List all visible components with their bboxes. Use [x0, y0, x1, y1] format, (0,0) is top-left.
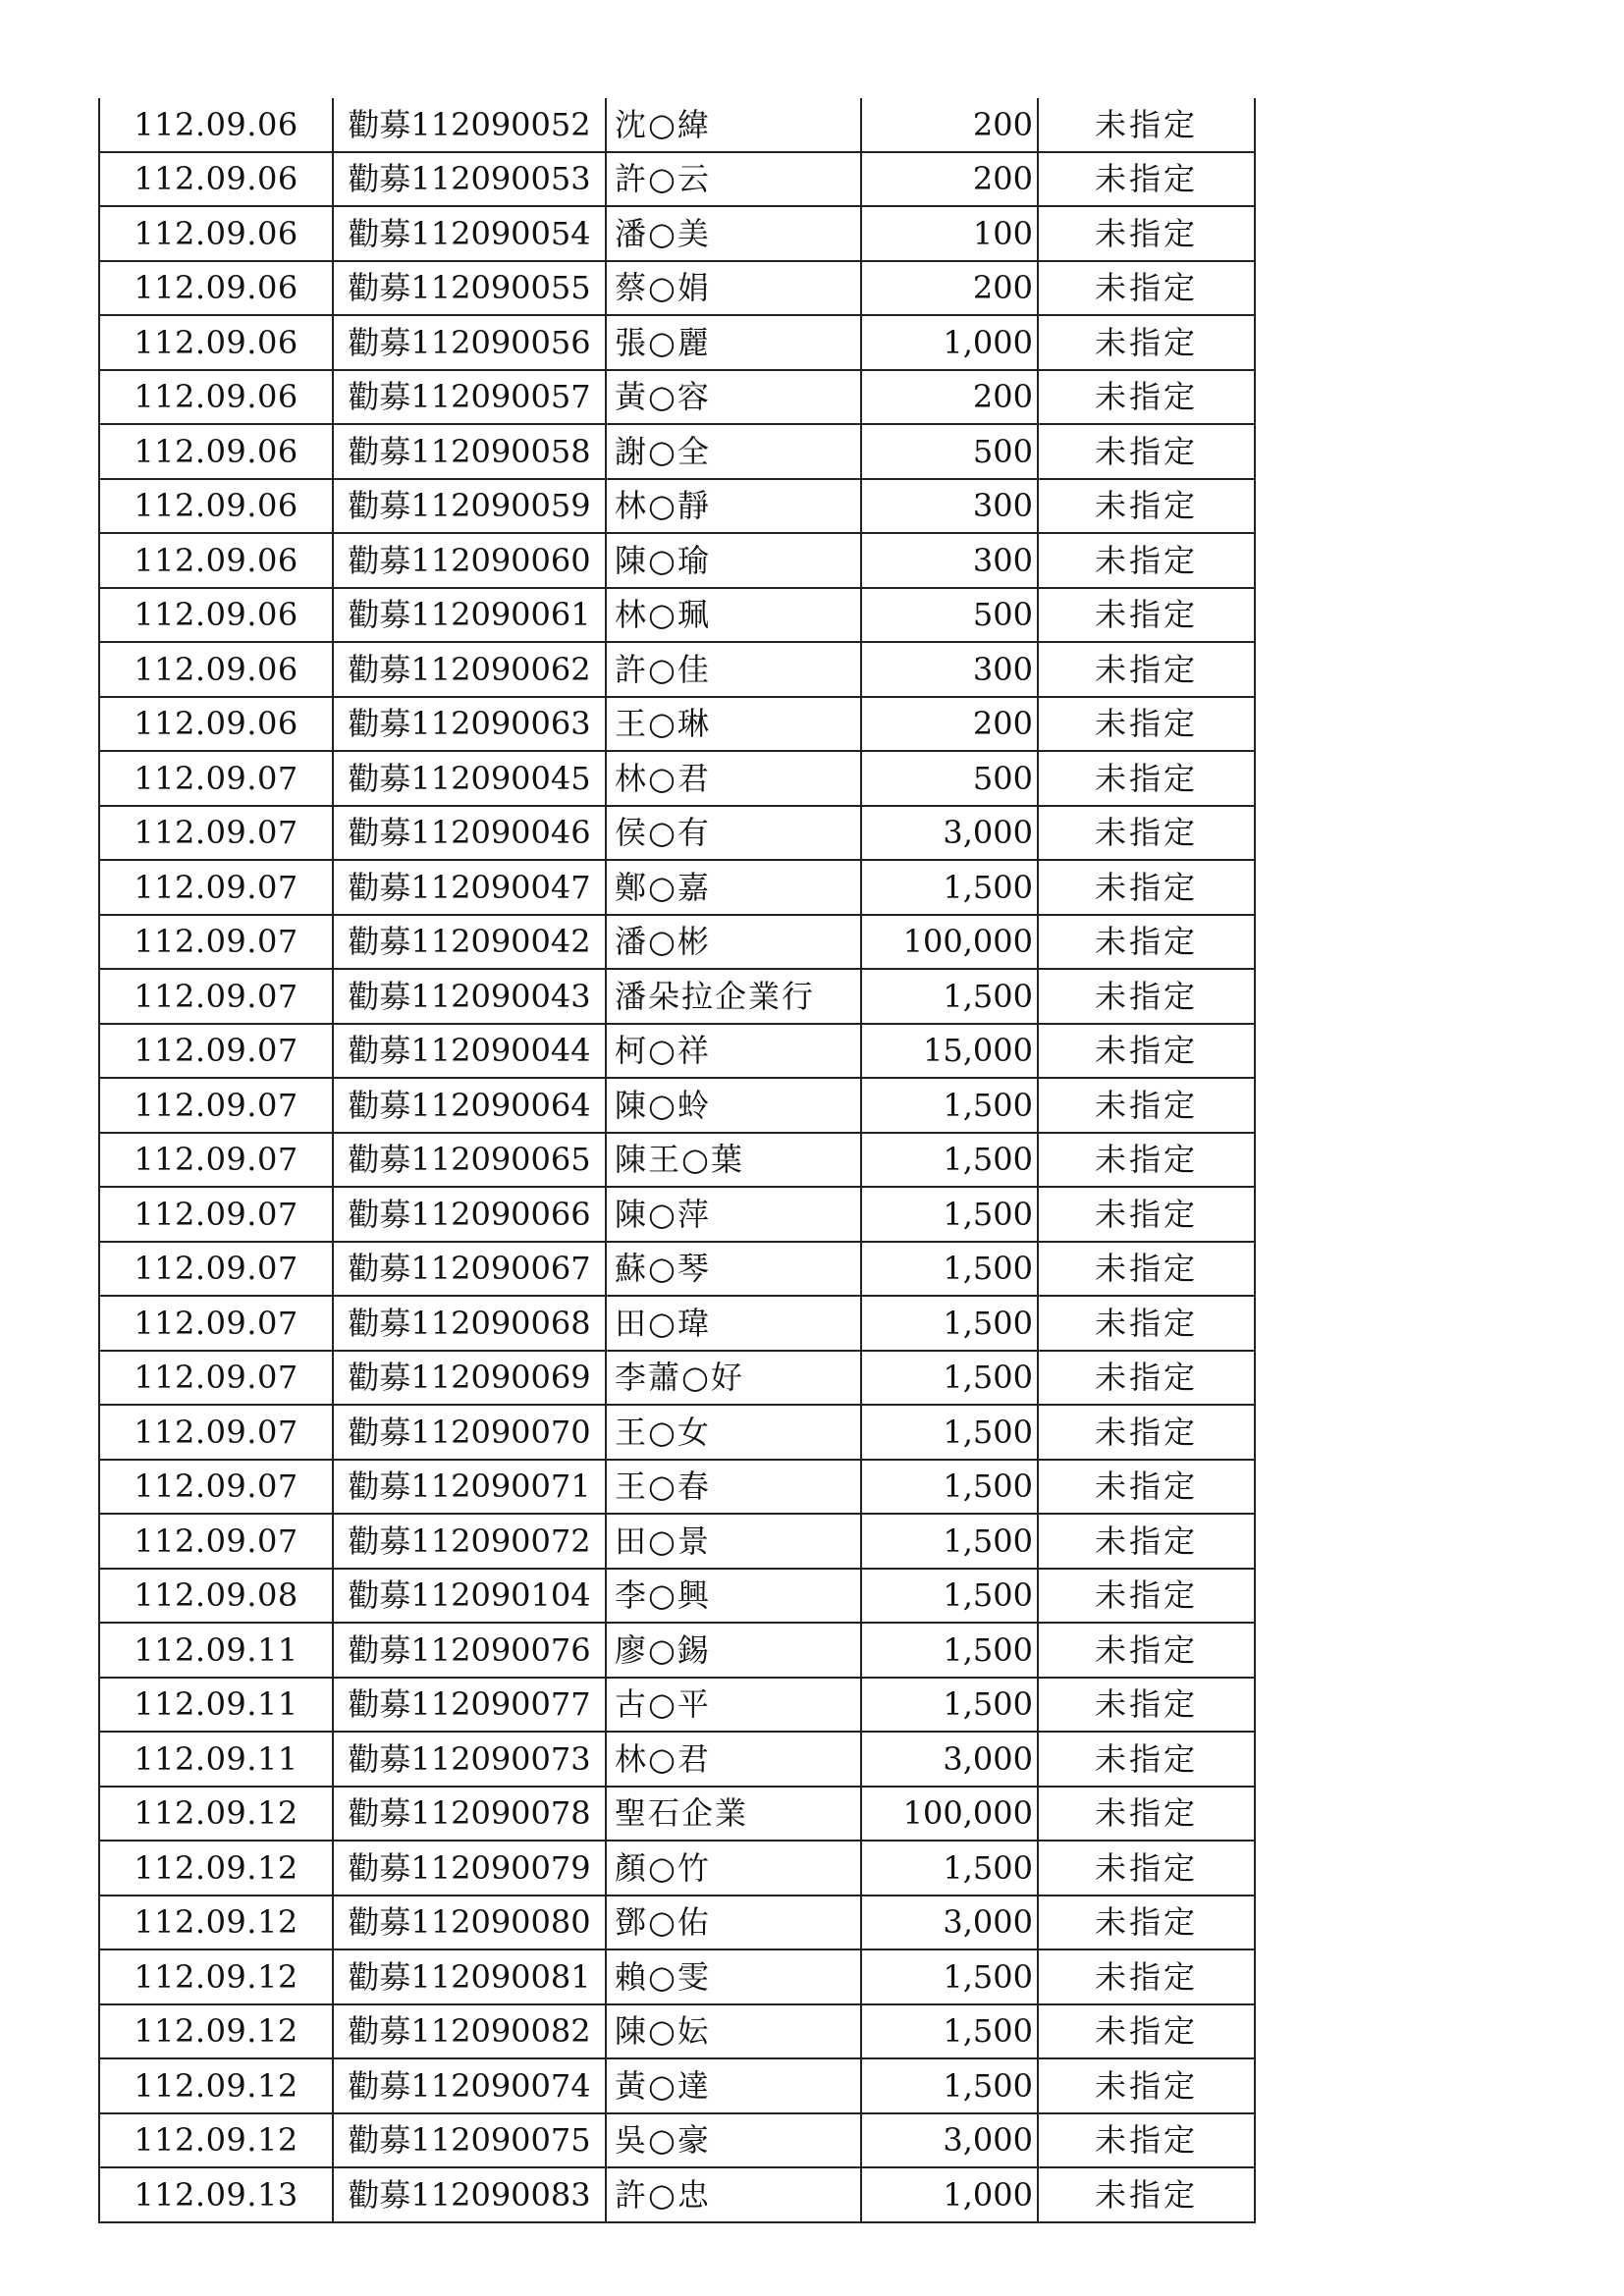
receipt-number: 勸募112090046	[333, 806, 606, 861]
donation-date: 112.09.06	[99, 206, 333, 261]
donor-name: 李蕭○好	[606, 1351, 861, 1406]
table-row	[99, 751, 1255, 806]
donor-name: 潘○彬	[606, 915, 861, 970]
donation-date: 112.09.12	[99, 2113, 333, 2168]
receipt-number: 勸募112090068	[333, 1296, 606, 1351]
donation-date: 112.09.11	[99, 1623, 333, 1678]
donor-name: 潘○美	[606, 206, 861, 261]
table-row	[99, 1514, 1255, 1569]
donation-date: 112.09.07	[99, 1078, 333, 1133]
table-row	[99, 1896, 1255, 1950]
table-row	[99, 152, 1255, 207]
donation-amount: 300	[861, 479, 1038, 534]
donor-name: 林○靜	[606, 479, 861, 534]
donor-name: 林○珮	[606, 588, 861, 643]
donor-name: 賴○雯	[606, 1949, 861, 2004]
donation-designation: 未指定	[1038, 261, 1255, 316]
donation-designation: 未指定	[1038, 1405, 1255, 1460]
donation-date: 112.09.12	[99, 2004, 333, 2059]
donor-name: 陳○萍	[606, 1187, 861, 1242]
donation-designation: 未指定	[1038, 1732, 1255, 1787]
donation-date: 112.09.06	[99, 642, 333, 697]
donor-name: 田○景	[606, 1514, 861, 1569]
donation-amount: 1,500	[861, 1296, 1038, 1351]
donation-designation: 未指定	[1038, 1514, 1255, 1569]
donation-amount: 100	[861, 206, 1038, 261]
donation-designation: 未指定	[1038, 2004, 1255, 2059]
receipt-number: 勸募112090058	[333, 424, 606, 479]
donation-date: 112.09.06	[99, 261, 333, 316]
donation-designation: 未指定	[1038, 1896, 1255, 1950]
donor-name: 潘朵拉企業行	[606, 969, 861, 1024]
receipt-number: 勸募112090055	[333, 261, 606, 316]
donation-date: 112.09.08	[99, 1569, 333, 1624]
donor-name: 田○瑋	[606, 1296, 861, 1351]
donation-designation: 未指定	[1038, 1187, 1255, 1242]
receipt-number: 勸募112090104	[333, 1569, 606, 1624]
donation-date: 112.09.12	[99, 2058, 333, 2113]
receipt-number: 勸募112090076	[333, 1623, 606, 1678]
donor-name: 黃○達	[606, 2058, 861, 2113]
receipt-number: 勸募112090054	[333, 206, 606, 261]
donation-amount: 500	[861, 424, 1038, 479]
donation-amount: 1,500	[861, 1514, 1038, 1569]
donation-amount: 3,000	[861, 806, 1038, 861]
donation-designation: 未指定	[1038, 915, 1255, 970]
donation-amount: 1,500	[861, 1242, 1038, 1297]
donor-name: 陳○瑜	[606, 533, 861, 588]
donor-name: 鄭○嘉	[606, 860, 861, 915]
donation-designation: 未指定	[1038, 152, 1255, 207]
donor-name: 陳○妘	[606, 2004, 861, 2059]
table-row	[99, 697, 1255, 752]
donation-amount: 1,500	[861, 1460, 1038, 1515]
donor-name: 沈○緯	[606, 98, 861, 152]
donation-date: 112.09.12	[99, 1896, 333, 1950]
table-row	[99, 206, 1255, 261]
donation-amount: 1,500	[861, 1405, 1038, 1460]
donation-date: 112.09.13	[99, 2167, 333, 2222]
receipt-number: 勸募112090067	[333, 1242, 606, 1297]
donation-designation: 未指定	[1038, 206, 1255, 261]
donation-date: 112.09.07	[99, 1296, 333, 1351]
donor-name: 許○忠	[606, 2167, 861, 2222]
donation-date: 112.09.12	[99, 1949, 333, 2004]
donation-date: 112.09.07	[99, 1405, 333, 1460]
donation-amount: 500	[861, 588, 1038, 643]
donation-amount: 1,500	[861, 1841, 1038, 1896]
table-row	[99, 98, 1255, 152]
donation-date: 112.09.06	[99, 588, 333, 643]
donation-designation: 未指定	[1038, 2113, 1255, 2168]
receipt-number: 勸募112090060	[333, 533, 606, 588]
donation-amount: 500	[861, 751, 1038, 806]
receipt-number: 勸募112090063	[333, 697, 606, 752]
donation-designation: 未指定	[1038, 370, 1255, 425]
donation-designation: 未指定	[1038, 1351, 1255, 1406]
donor-name: 陳○蛉	[606, 1078, 861, 1133]
receipt-number: 勸募112090065	[333, 1133, 606, 1188]
table-row	[99, 1732, 1255, 1787]
donor-name: 張○麗	[606, 315, 861, 370]
table-row	[99, 1296, 1255, 1351]
donor-name: 林○君	[606, 1732, 861, 1787]
donation-designation: 未指定	[1038, 315, 1255, 370]
table-row	[99, 806, 1255, 861]
donor-name: 陳王○葉	[606, 1133, 861, 1188]
table-row	[99, 1024, 1255, 1079]
donation-designation: 未指定	[1038, 1569, 1255, 1624]
receipt-number: 勸募112090079	[333, 1841, 606, 1896]
table-row	[99, 1405, 1255, 1460]
donor-name: 顏○竹	[606, 1841, 861, 1896]
receipt-number: 勸募112090061	[333, 588, 606, 643]
donation-amount: 1,500	[861, 1949, 1038, 2004]
donation-amount: 1,500	[861, 1133, 1038, 1188]
donation-amount: 200	[861, 152, 1038, 207]
receipt-number: 勸募112090056	[333, 315, 606, 370]
donation-date: 112.09.06	[99, 152, 333, 207]
donation-date: 112.09.07	[99, 1242, 333, 1297]
donation-designation: 未指定	[1038, 533, 1255, 588]
donation-date: 112.09.07	[99, 1187, 333, 1242]
table-row	[99, 1949, 1255, 2004]
donation-designation: 未指定	[1038, 751, 1255, 806]
donation-designation: 未指定	[1038, 860, 1255, 915]
donation-designation: 未指定	[1038, 697, 1255, 752]
receipt-number: 勸募112090073	[333, 1732, 606, 1787]
receipt-number: 勸募112090047	[333, 860, 606, 915]
donor-name: 黃○容	[606, 370, 861, 425]
donation-amount: 300	[861, 533, 1038, 588]
table-row	[99, 915, 1255, 970]
donation-date: 112.09.07	[99, 1133, 333, 1188]
table-row	[99, 860, 1255, 915]
donation-designation: 未指定	[1038, 1949, 1255, 2004]
table-row	[99, 370, 1255, 425]
table-row	[99, 2004, 1255, 2059]
donation-amount: 1,000	[861, 315, 1038, 370]
table-row	[99, 315, 1255, 370]
receipt-number: 勸募112090077	[333, 1678, 606, 1733]
donation-date: 112.09.07	[99, 860, 333, 915]
donation-date: 112.09.07	[99, 1514, 333, 1569]
donation-amount: 15,000	[861, 1024, 1038, 1079]
receipt-number: 勸募112090075	[333, 2113, 606, 2168]
donor-name: 王○女	[606, 1405, 861, 1460]
donation-amount: 1,500	[861, 1623, 1038, 1678]
receipt-number: 勸募112090081	[333, 1949, 606, 2004]
table-row	[99, 642, 1255, 697]
donor-name: 廖○錫	[606, 1623, 861, 1678]
donation-date: 112.09.06	[99, 479, 333, 534]
receipt-number: 勸募112090080	[333, 1896, 606, 1950]
donation-date: 112.09.11	[99, 1678, 333, 1733]
donation-designation: 未指定	[1038, 588, 1255, 643]
donation-amount: 200	[861, 261, 1038, 316]
donation-amount: 1,500	[861, 2004, 1038, 2059]
table-row	[99, 1133, 1255, 1188]
donation-designation: 未指定	[1038, 1678, 1255, 1733]
donor-name: 李○興	[606, 1569, 861, 1624]
table-row	[99, 1787, 1255, 1842]
donor-name: 侯○有	[606, 806, 861, 861]
donation-date: 112.09.07	[99, 1460, 333, 1515]
receipt-number: 勸募112090042	[333, 915, 606, 970]
donation-date: 112.09.11	[99, 1732, 333, 1787]
donor-name: 林○君	[606, 751, 861, 806]
donation-date: 112.09.06	[99, 424, 333, 479]
receipt-number: 勸募112090069	[333, 1351, 606, 1406]
table-row	[99, 1187, 1255, 1242]
receipt-number: 勸募112090071	[333, 1460, 606, 1515]
donation-date: 112.09.07	[99, 806, 333, 861]
table-row	[99, 261, 1255, 316]
donation-designation: 未指定	[1038, 1078, 1255, 1133]
donation-designation: 未指定	[1038, 98, 1255, 152]
table-row	[99, 1242, 1255, 1297]
donation-designation: 未指定	[1038, 969, 1255, 1024]
receipt-number: 勸募112090082	[333, 2004, 606, 2059]
donation-ledger-body	[99, 98, 1255, 2222]
receipt-number: 勸募112090066	[333, 1187, 606, 1242]
table-row	[99, 2167, 1255, 2222]
donation-date: 112.09.06	[99, 697, 333, 752]
table-row	[99, 1460, 1255, 1515]
receipt-number: 勸募112090070	[333, 1405, 606, 1460]
donation-date: 112.09.12	[99, 1787, 333, 1842]
donor-name: 鄧○佑	[606, 1896, 861, 1950]
donation-designation: 未指定	[1038, 2167, 1255, 2222]
donation-amount: 1,500	[861, 969, 1038, 1024]
receipt-number: 勸募112090078	[333, 1787, 606, 1842]
donation-designation: 未指定	[1038, 1460, 1255, 1515]
donation-date: 112.09.07	[99, 915, 333, 970]
donation-amount: 1,500	[861, 1187, 1038, 1242]
donation-designation: 未指定	[1038, 1242, 1255, 1297]
donation-amount: 1,000	[861, 2167, 1038, 2222]
receipt-number: 勸募112090044	[333, 1024, 606, 1079]
donation-amount: 3,000	[861, 1732, 1038, 1787]
receipt-number: 勸募112090059	[333, 479, 606, 534]
donation-designation: 未指定	[1038, 1623, 1255, 1678]
donor-name: 王○琳	[606, 697, 861, 752]
receipt-number: 勸募112090052	[333, 98, 606, 152]
donor-name: 柯○祥	[606, 1024, 861, 1079]
donation-amount: 1,500	[861, 860, 1038, 915]
table-row	[99, 533, 1255, 588]
receipt-number: 勸募112090053	[333, 152, 606, 207]
donation-designation: 未指定	[1038, 1787, 1255, 1842]
donor-name: 聖石企業	[606, 1787, 861, 1842]
table-row	[99, 1351, 1255, 1406]
donation-designation: 未指定	[1038, 1841, 1255, 1896]
donor-name: 許○佳	[606, 642, 861, 697]
donation-amount: 3,000	[861, 1896, 1038, 1950]
donor-name: 許○云	[606, 152, 861, 207]
donation-amount: 1,500	[861, 1678, 1038, 1733]
donation-amount: 1,500	[861, 1569, 1038, 1624]
donation-date: 112.09.06	[99, 98, 333, 152]
donation-amount: 1,500	[861, 1078, 1038, 1133]
donation-date: 112.09.07	[99, 1024, 333, 1079]
donor-name: 王○春	[606, 1460, 861, 1515]
donation-amount: 1,500	[861, 2058, 1038, 2113]
table-row	[99, 1078, 1255, 1133]
donation-date: 112.09.07	[99, 969, 333, 1024]
donation-designation: 未指定	[1038, 642, 1255, 697]
donor-name: 謝○全	[606, 424, 861, 479]
receipt-number: 勸募112090083	[333, 2167, 606, 2222]
table-row	[99, 2058, 1255, 2113]
receipt-number: 勸募112090074	[333, 2058, 606, 2113]
donation-amount: 100,000	[861, 915, 1038, 970]
donor-name: 古○平	[606, 1678, 861, 1733]
donation-designation: 未指定	[1038, 479, 1255, 534]
table-row	[99, 969, 1255, 1024]
receipt-number: 勸募112090064	[333, 1078, 606, 1133]
donation-amount: 100,000	[861, 1787, 1038, 1842]
donation-ledger-table	[98, 98, 1256, 2223]
donation-designation: 未指定	[1038, 806, 1255, 861]
donation-date: 112.09.07	[99, 751, 333, 806]
receipt-number: 勸募112090062	[333, 642, 606, 697]
donation-date: 112.09.07	[99, 1351, 333, 1406]
receipt-number: 勸募112090072	[333, 1514, 606, 1569]
donation-designation: 未指定	[1038, 424, 1255, 479]
donation-amount: 200	[861, 370, 1038, 425]
table-row	[99, 1841, 1255, 1896]
donation-amount: 200	[861, 697, 1038, 752]
receipt-number: 勸募112090045	[333, 751, 606, 806]
table-row	[99, 1678, 1255, 1733]
table-row	[99, 1623, 1255, 1678]
table-row	[99, 424, 1255, 479]
donation-date: 112.09.06	[99, 370, 333, 425]
donation-amount: 3,000	[861, 2113, 1038, 2168]
donor-name: 蔡○娟	[606, 261, 861, 316]
table-row	[99, 588, 1255, 643]
donation-date: 112.09.06	[99, 533, 333, 588]
donation-designation: 未指定	[1038, 2058, 1255, 2113]
table-row	[99, 1569, 1255, 1624]
receipt-number: 勸募112090057	[333, 370, 606, 425]
donor-name: 蘇○琴	[606, 1242, 861, 1297]
table-row	[99, 479, 1255, 534]
receipt-number: 勸募112090043	[333, 969, 606, 1024]
donation-designation: 未指定	[1038, 1133, 1255, 1188]
donation-date: 112.09.06	[99, 315, 333, 370]
table-row	[99, 2113, 1255, 2168]
donation-amount: 1,500	[861, 1351, 1038, 1406]
donor-name: 吳○豪	[606, 2113, 861, 2168]
donation-amount: 300	[861, 642, 1038, 697]
donation-designation: 未指定	[1038, 1296, 1255, 1351]
donation-designation: 未指定	[1038, 1024, 1255, 1079]
donation-date: 112.09.12	[99, 1841, 333, 1896]
donation-amount: 200	[861, 98, 1038, 152]
